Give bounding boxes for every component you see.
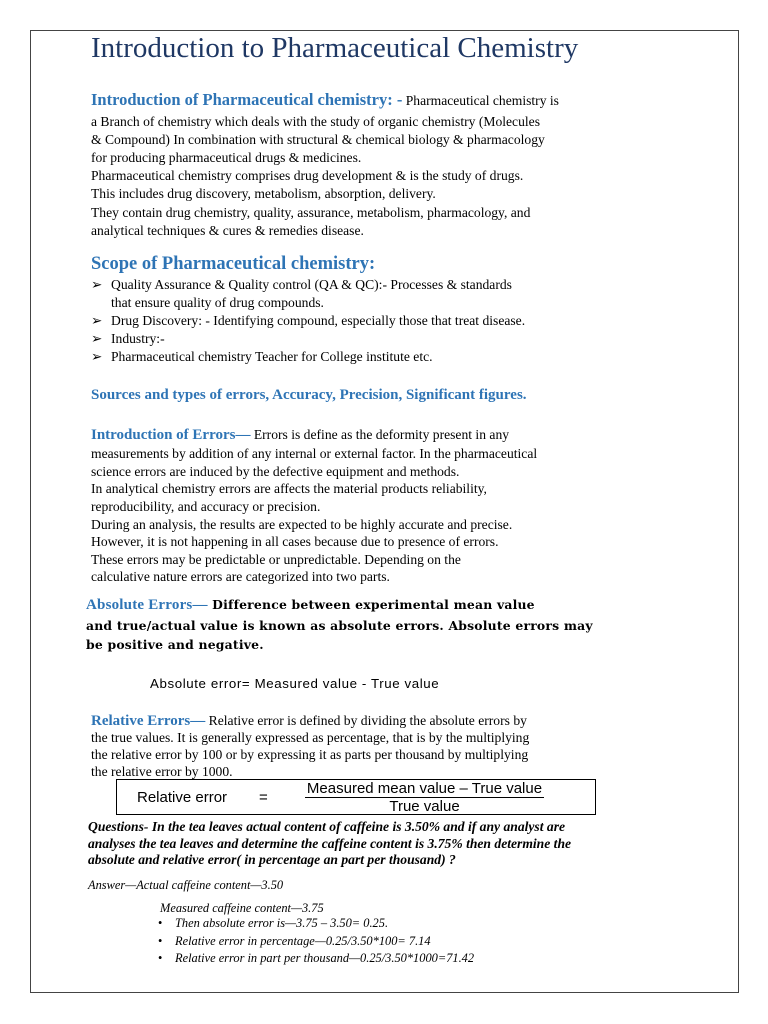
formula-numerator: Measured mean value – True value (306, 780, 543, 797)
arrow-bullet-icon: ➢ (91, 313, 103, 328)
intro-line: & Compound) In combination with structural & chemical biology & pharmacology (91, 132, 545, 147)
list-item: • Relative error in part per thousand—0.25/3.50*1000=71.42 (158, 951, 475, 965)
relative-formula-box (116, 779, 596, 815)
intro-heading: Introduction of Pharmaceutical chemistry: - (91, 90, 403, 109)
errors-line: During an analysis, the results are expected to be highly accurate and precise. (91, 517, 513, 532)
absolute-formula: Absolute error= Measured value - True value (150, 676, 440, 691)
list-item: ➢ Drug Discovery: - Identifying compound, especially those that treat disease. (91, 313, 526, 328)
bullet-dot-icon: • (158, 934, 163, 948)
arrow-bullet-icon: ➢ (91, 349, 103, 364)
errors-line: reproducibility, and accuracy or precision. (91, 499, 321, 514)
question-line: Questions- In the tea leaves actual content of caffeine is 3.50% and if any analyst are (88, 819, 566, 834)
list-item: • Relative error in percentage—0.25/3.50*100= 7.14 (158, 934, 431, 948)
formula-label: Relative error (137, 789, 228, 806)
relative-first-line: Relative Errors— Relative error is defined by dividing the absolute errors by (91, 713, 527, 729)
absolute-line: and true/actual value is known as absolute errors. Absolute errors may (86, 618, 593, 633)
absolute-first-line: Absolute Errors— Difference between experimental mean value (86, 597, 535, 613)
intro-first-line (91, 90, 559, 110)
arrow-bullet-icon: ➢ (91, 277, 103, 292)
errors-line: However, it is not happening in all cases because due to presence of errors. (91, 534, 499, 549)
formula-denominator: True value (389, 798, 460, 815)
answer-line: Measured caffeine content—3.75 (160, 901, 324, 915)
list-item: ➢ Pharmaceutical chemistry Teacher for College institute etc. (91, 349, 433, 364)
question-line: absolute and relative error( in percentage an part per thousand) ? (88, 852, 456, 867)
formula-fraction (277, 780, 572, 815)
sources-heading: Sources and types of errors, Accuracy, Precision, Significant figures. (91, 387, 527, 403)
scope-heading: Scope of Pharmaceutical chemistry: (91, 254, 376, 274)
question-line: analyses the tea leaves and determine the caffeine content is 3.75% then determine the (88, 836, 572, 851)
list-item: • Then absolute error is—3.75 – 3.50= 0.25. (158, 916, 389, 930)
errors-first-line: Introduction of Errors— Errors is define as the deformity present in any (91, 427, 510, 443)
intro-line: This includes drug discovery, metabolism, absorption, delivery. (91, 186, 436, 201)
relative-line: the relative error by 100 or by expressing it as parts per thousand by multiplying (91, 747, 529, 762)
intro-first-line-text: Pharmaceutical chemistry is (402, 93, 559, 108)
errors-line: In analytical chemistry errors are affects the material products reliability, (91, 481, 487, 496)
page-title: Introduction to Pharmaceutical Chemistry (91, 32, 579, 64)
bullet-dot-icon: • (158, 951, 163, 965)
scope-list (91, 276, 525, 366)
answer-line: Answer—Actual caffeine content—3.50 (88, 878, 284, 892)
errors-heading: Introduction of Errors— (91, 427, 251, 443)
relative-line: the relative error by 1000. (91, 764, 233, 779)
intro-line: analytical techniques & cures & remedies disease. (91, 223, 364, 238)
intro-line: for producing pharmaceutical drugs & medicines. (91, 150, 362, 165)
intro-line: They contain drug chemistry, quality, assurance, metabolism, pharmacology, and (91, 205, 531, 220)
list-item: that ensure quality of drug compounds. (111, 295, 324, 310)
bullet-dot-icon: • (158, 916, 163, 930)
relative-line: the true values. It is generally expressed as percentage, that is by the multiplying (91, 730, 530, 745)
intro-line: a Branch of chemistry which deals with the study of organic chemistry (Molecules (91, 114, 540, 129)
absolute-heading: Absolute Errors— (86, 597, 208, 613)
intro-line: Pharmaceutical chemistry comprises drug development & is the study of drugs. (91, 168, 524, 183)
errors-line: These errors may be predictable or unpredictable. Depending on the (91, 552, 461, 567)
arrow-bullet-icon: ➢ (91, 331, 103, 346)
formula-equals: = (259, 789, 268, 806)
list-item: ➢ Quality Assurance & Quality control (QA & QC):- Processes & standards (91, 277, 512, 292)
list-item: ➢ Industry:- (91, 331, 165, 346)
absolute-line: be positive and negative. (86, 637, 264, 652)
errors-line: calculative nature errors are categorized into two parts. (91, 569, 390, 584)
errors-line: science errors are induced by the defective equipment and methods. (91, 464, 460, 479)
relative-heading: Relative Errors— (91, 713, 206, 729)
errors-line: measurements by addition of any internal or external factor. In the pharmaceutical (91, 446, 538, 461)
